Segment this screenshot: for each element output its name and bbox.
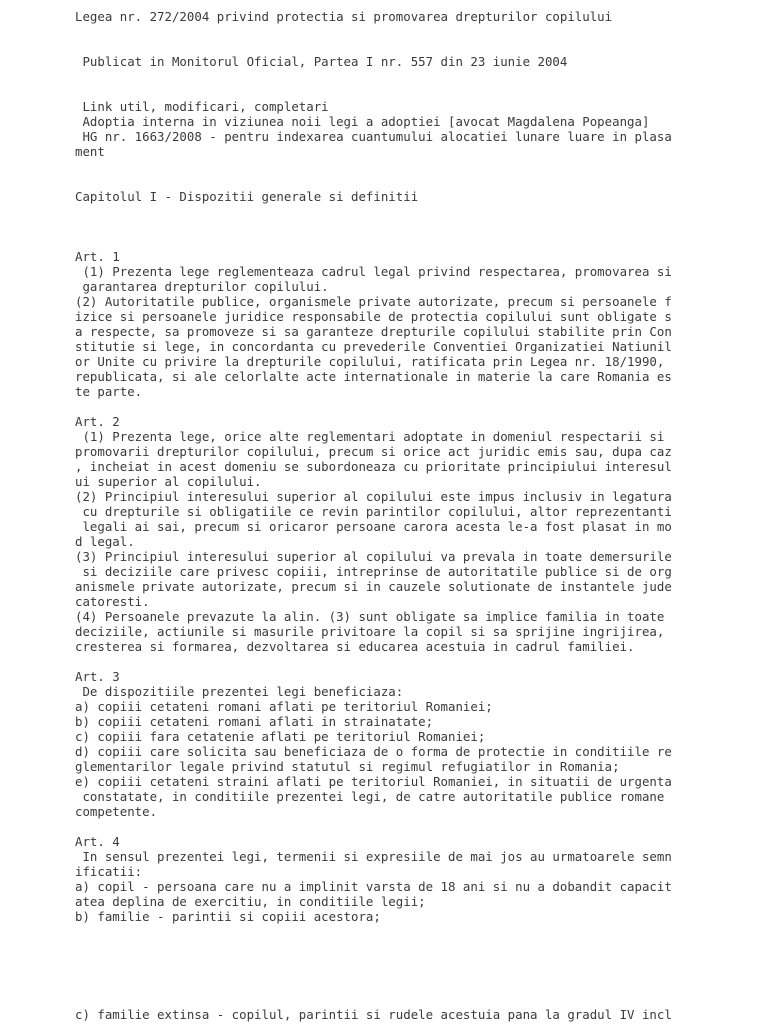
publication-note: Publicat in Monitorul Oficial, Partea I nr. 557 din 23 iunie 2004	[75, 54, 568, 69]
article-line: a respecte, sa promoveze si sa garanteze drepturile copilului stabilite prin Con	[75, 324, 672, 339]
link-hg[interactable]: HG nr. 1663/2008 - pentru indexarea cuantumului alocatiei lunare luare in plasa	[75, 129, 672, 144]
article-heading: Art. 2	[75, 414, 120, 429]
article-line: garantarea drepturilor copilului.	[75, 279, 329, 294]
article-line: constatate, in conditiile prezentei legi, de catre autoritatile publice romane	[75, 789, 665, 804]
article-4	[75, 834, 755, 924]
article-line: anismele private autorizate, precum si in cauzele solutionate de instantele jude	[75, 579, 672, 594]
article-line: republicata, si ale celorlalte acte internationale in materie la care Romania es	[75, 369, 672, 384]
article-line: In sensul prezentei legi, termenii si expresiile de mai jos au urmatoarele semn	[75, 849, 672, 864]
link-adoption[interactable]: Adoptia interna in viziunea noii legi a adoptiei [avocat Magdalena Popeanga]	[75, 114, 650, 129]
article-line-continued: c) familie extinsa - copilul, parintii si rudele acestuia pana la gradul IV incl	[75, 1007, 672, 1022]
article-line: De dispozitiile prezentei legi beneficiaza:	[75, 684, 404, 699]
article-line: (2) Autoritatile publice, organismele private autorizate, precum si persoanele f	[75, 294, 672, 309]
article-line: (1) Prezenta lege, orice alte reglementari adoptate in domeniul respectarii si	[75, 429, 665, 444]
article-line: competente.	[75, 804, 158, 819]
article-line: (1) Prezenta lege reglementeaza cadrul legal privind respectarea, promovarea si	[75, 264, 672, 279]
article-line: (4) Persoanele prevazute la alin. (3) sunt obligate sa implice familia in toate	[75, 609, 665, 624]
article-line: (2) Principiul interesului superior al copilului este impus inclusiv in legatura	[75, 489, 672, 504]
article-line: (3) Principiul interesului superior al copilului va prevala in toate demersurile	[75, 549, 672, 564]
article-line: promovarii drepturilor copilului, precum si orice act juridic emis sau, dupa caz	[75, 444, 672, 459]
article-line: si deciziile care privesc copiii, intreprinse de autoritatile publice si de org	[75, 564, 672, 579]
article-line: d) copiii care solicita sau beneficiaza de o forma de protectie in conditiile re	[75, 744, 672, 759]
article-heading: Art. 4	[75, 834, 120, 849]
article-line: atea deplina de exercitiu, in conditiile legii;	[75, 894, 426, 909]
article-line: legali ai sai, precum si oricaror persoane carora acesta le-a fost plasat in mo	[75, 519, 672, 534]
article-line: b) copiii cetateni romani aflati in strainatate;	[75, 714, 434, 729]
article-heading: Art. 3	[75, 669, 120, 684]
article-line: ificatii:	[75, 864, 143, 879]
article-line: a) copiii cetateni romani aflati pe teritoriul Romaniei;	[75, 699, 493, 714]
article-line: catoresti.	[75, 594, 150, 609]
document-page	[75, 9, 755, 924]
link-useful[interactable]: Link util, modificari, completari	[75, 99, 329, 114]
article-line: c) copiii fara cetatenie aflati pe teritoriul Romaniei;	[75, 729, 486, 744]
article-line: glementarilor legale privind statutul si regimul refugiatilor in Romania;	[75, 759, 620, 774]
chapter-heading: Capitolul I - Dispozitii generale si definitii	[75, 189, 419, 204]
article-line: cu drepturile si obligatiile ce revin parintilor copilului, altor reprezentanti	[75, 504, 672, 519]
article-line: b) familie - parintii si copiii acestora;	[75, 909, 381, 924]
article-line: te parte.	[75, 384, 143, 399]
article-line: d legal.	[75, 534, 135, 549]
article-3	[75, 669, 755, 819]
article-2	[75, 414, 755, 654]
article-heading: Art. 1	[75, 249, 120, 264]
link-hg-continued[interactable]: ment	[75, 144, 105, 159]
document-title: Legea nr. 272/2004 privind protectia si promovarea drepturilor copilului	[75, 9, 613, 24]
article-line: stitutie si lege, in concordanta cu prevederile Conventiei Organizatiei Natiunil	[75, 339, 672, 354]
article-line: izice si persoanele juridice responsabile de protectia copilului sunt obligate s	[75, 309, 672, 324]
article-line: cresterea si formarea, dezvoltarea si educarea acestuia in cadrul familiei.	[75, 639, 635, 654]
article-line: or Unite cu privire la drepturile copilului, ratificata prin Legea nr. 18/1990,	[75, 354, 665, 369]
article-line: e) copiii cetateni straini aflati pe teritoriul Romaniei, in situatii de urgenta	[75, 774, 672, 789]
article-line: , incheiat in acest domeniu se subordoneaza cu prioritate principiului interesul	[75, 459, 672, 474]
article-line: deciziile, actiunile si masurile privitoare la copil si sa sprijine ingrijirea,	[75, 624, 665, 639]
article-line: ui superior al copilului.	[75, 474, 262, 489]
links-block	[75, 99, 755, 159]
article-1	[75, 249, 755, 399]
article-line: a) copil - persoana care nu a implinit varsta de 18 ani si nu a dobandit capacit	[75, 879, 672, 894]
